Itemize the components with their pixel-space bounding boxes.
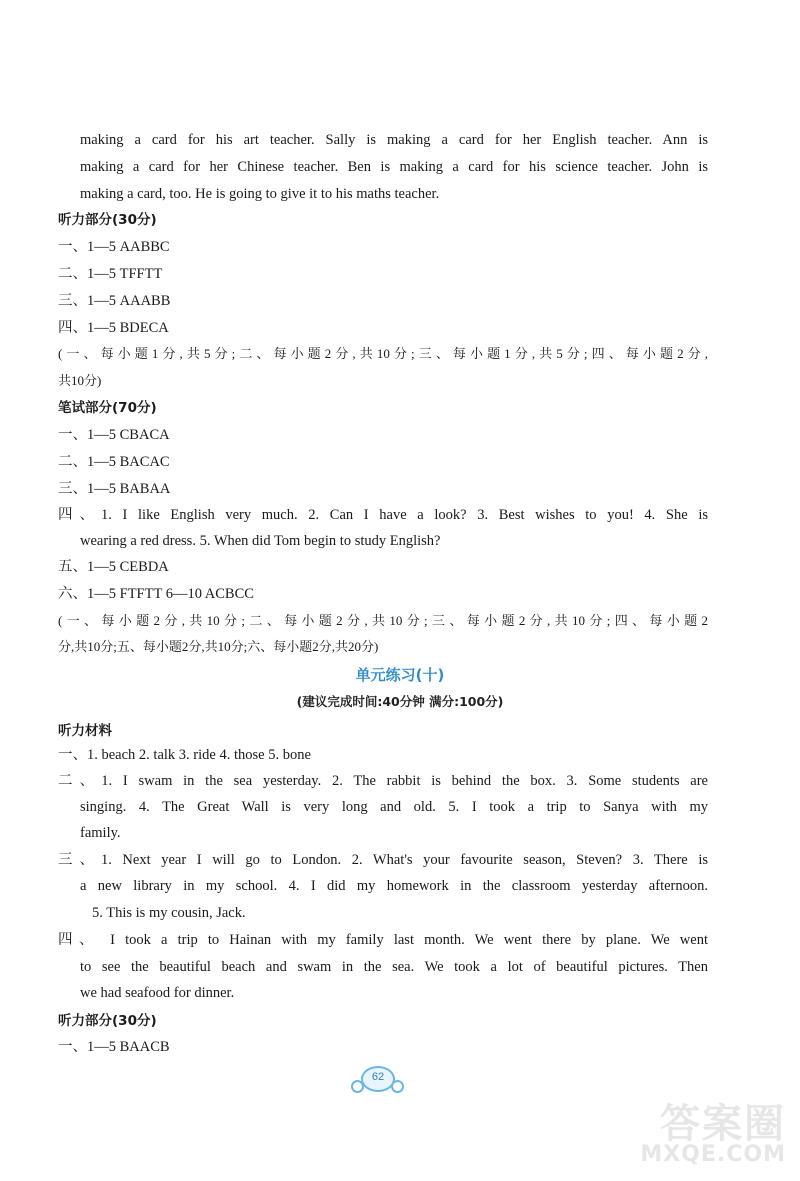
written-answer-4-line-1: 四、1. I like English very much. 2. Can I have a look? 3. Best wishes to you! 4. She is	[58, 507, 708, 523]
page-number: 62	[371, 1071, 385, 1083]
continuation-line-2: making a card for her Chinese teacher. Ben is making a card for his science teacher. John is	[80, 159, 708, 175]
watermark	[606, 1092, 786, 1174]
written-answer-1: 一、1—5 CBACA	[58, 427, 170, 443]
written-answer-4-line-2: wearing a red dress. 5. When did Tom begin to study English?	[80, 533, 441, 549]
listening-score-note-2: 共10分)	[58, 373, 102, 388]
material-q3-line-3: 5. This is my cousin, Jack.	[92, 905, 246, 921]
material-q4-line-3: we had seafood for dinner.	[80, 985, 235, 1001]
listening-answer-2-1: 一、1—5 BAACB	[58, 1039, 170, 1055]
continuation-line-3: making a card, too. He is going to give it to his maths teacher.	[80, 186, 440, 202]
written-answer-5: 五、1—5 CEBDA	[58, 559, 169, 575]
material-q2-line-2: singing. 4. The Great Wall is very long and old. 5. I took a trip to Sanya with my	[80, 799, 708, 815]
unit-title: 单元练习(十)	[355, 666, 445, 684]
material-q2-line-1: 二、1. I swam in the sea yesterday. 2. The rabbit is behind the box. 3. Some students are	[58, 773, 708, 789]
written-score-note-2: 分,共10分;五、每小题2分,共10分;六、每小题2分,共20分)	[58, 639, 379, 654]
listening-answer-1: 一、1—5 AABBC	[58, 239, 170, 255]
watermark-logo: 答案圈	[660, 1101, 786, 1147]
continuation-line-1: making a card for his art teacher. Sally is making a card for her English teacher. Ann is	[80, 132, 708, 148]
written-section-heading: 笔试部分(70分)	[58, 400, 157, 416]
written-answer-2: 二、1—5 BACAC	[58, 454, 170, 470]
written-answer-3: 三、1—5 BABAA	[58, 481, 171, 497]
written-score-note-1: (一、每小题2分,共10分;二、每小题2分,共10分;三、每小题2分,共10分;四、每小题2	[58, 613, 708, 628]
material-q4-line-1: 四、 I took a trip to Hainan with my family last month. We went there by plane. We went	[58, 932, 708, 948]
listening-answer-2: 二、1—5 TFFTT	[58, 266, 163, 282]
page-number-badge	[351, 1063, 403, 1095]
material-q1: 一、1. beach 2. talk 3. ride 4. those 5. bone	[58, 747, 311, 763]
listening-answer-4: 四、1—5 BDECA	[58, 320, 169, 336]
material-q2-line-3: family.	[80, 825, 121, 841]
written-answer-6: 六、1—5 FTFTT 6—10 ACBCC	[58, 586, 254, 602]
watermark-site: MXQE.COM	[640, 1142, 786, 1167]
material-q4-line-2: to see the beautiful beach and swam in the sea. We took a lot of beautiful pictures. Then	[80, 959, 708, 975]
listening-material-heading: 听力材料	[58, 723, 112, 739]
listening-section-heading-2: 听力部分(30分)	[58, 1013, 157, 1029]
listening-answer-3: 三、1—5 AAABB	[58, 293, 171, 309]
listening-score-note-1: (一、每小题1分,共5分;二、每小题2分,共10分;三、每小题1分,共5分;四、每小题2分,	[58, 346, 708, 361]
unit-subtitle: (建议完成时间:40分钟 满分:100分)	[296, 694, 504, 709]
material-q3-line-1: 三、1. Next year I will go to London. 2. What's your favourite season, Steven? 3. There is	[58, 852, 708, 868]
listening-section-heading: 听力部分(30分)	[58, 212, 157, 228]
material-q3-line-2: a new library in my school. 4. I did my homework in the classroom yesterday afternoon.	[80, 878, 708, 894]
